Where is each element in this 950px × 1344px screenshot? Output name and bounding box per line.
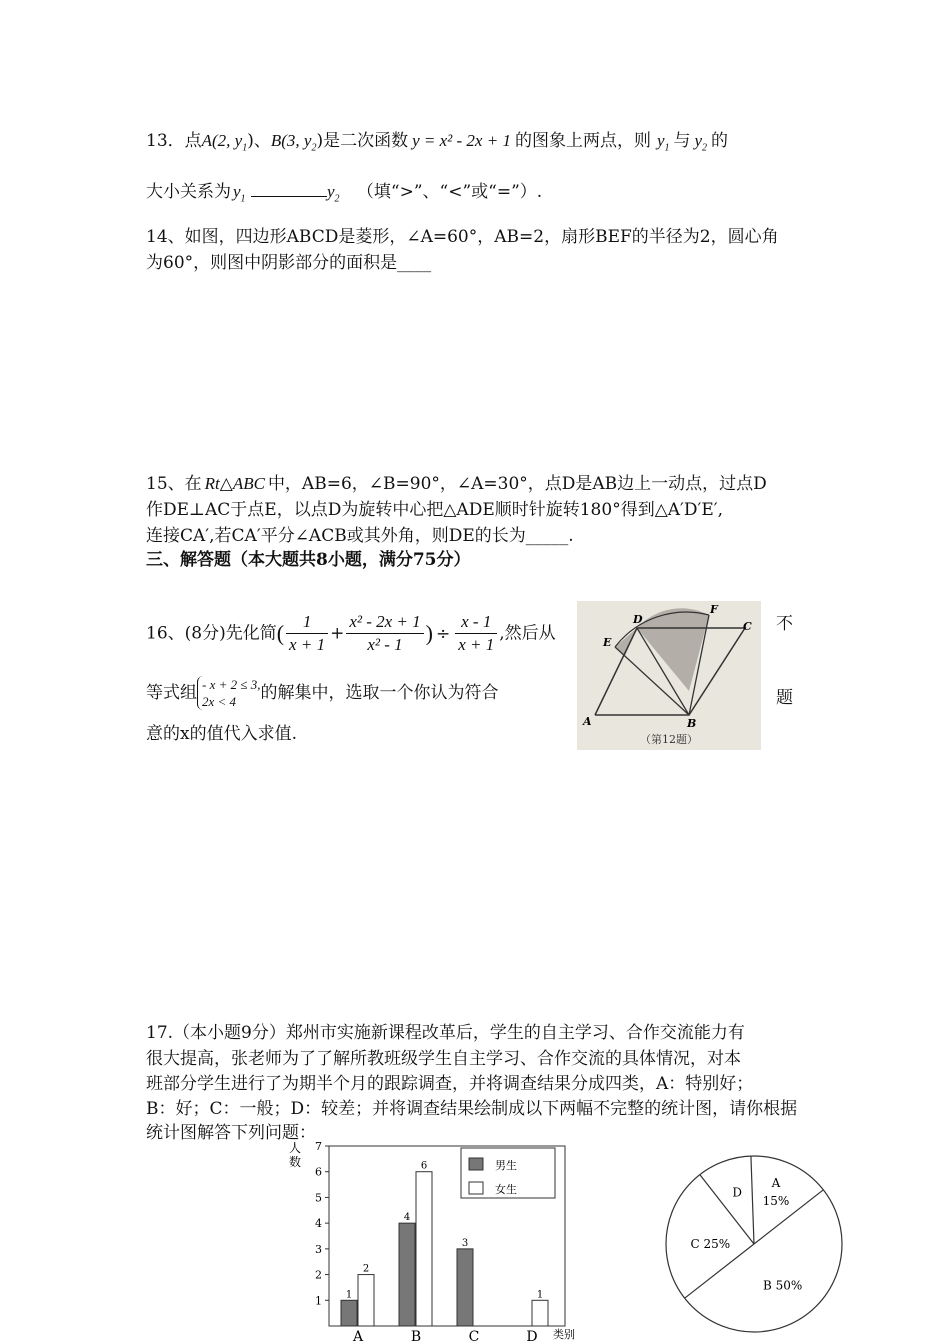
bar-data-label: 4 [403, 1212, 411, 1224]
y2-symbol-2: $y_2$ [326, 182, 340, 205]
label-b: B [687, 717, 697, 730]
y-tick-label: 2 [315, 1268, 322, 1282]
q16-ti: 题 [776, 688, 793, 708]
y-tick-label: 5 [315, 1191, 322, 1205]
y2-symbol: $y_2$ [694, 131, 708, 154]
x-tick-label: D [526, 1329, 538, 1344]
q17-line2: 很大提高，张老师为了了解所教班级学生自主学习、合作交流的具体情况，对本 [146, 1049, 741, 1069]
q17-line4: B：好；C：一般；D：较差；并将调查结果绘制成以下两幅不完整的统计图，请你根据 [146, 1099, 798, 1119]
q15-text-b: 中，AB=6，∠B=90°，∠A=30°，点D是AB边上一动点，过点D [267, 474, 767, 494]
inequality-system: - x + 2 ≤ 3, 2x < 4 [197, 676, 261, 710]
bar-data-label: 1 [345, 1289, 353, 1301]
label-c: C [743, 620, 752, 633]
bar-B-female [416, 1172, 432, 1326]
bar-data-label: 2 [362, 1263, 370, 1275]
q16-text-c: 的解集中，选取一个你认为符合 [260, 683, 499, 703]
x-tick-label: A [352, 1329, 364, 1344]
q13-line1 [146, 130, 728, 159]
bar-data-label: 3 [461, 1237, 469, 1249]
fraction-2: $\frac{\text{x² - 2x + 1}}{\text{x² - 1}}$ [346, 611, 423, 656]
figure-12 [577, 601, 761, 750]
fraction-1: $\frac{1}{x + 1}$ [286, 611, 328, 656]
q16-line1: 16、(8分)先化简( $\frac{1}{x + 1}$ + $\frac{\text{x² - 2x + 1}}{\text{x² - 1}}$ ) ÷ $\frac{x - 1}{x + 1}$ ,然后从 [146, 612, 556, 654]
y-tick-label: 1 [315, 1294, 322, 1308]
bar-A-female [358, 1275, 374, 1326]
q17-line1: 17.（本小题9分）郑州市实施新课程改革后，学生的自主学习、合作交流能力有 [146, 1023, 745, 1043]
q17-line3: 班部分学生进行了为期半个月的跟踪调查，并将调查结果分成四类，A：特别好； [146, 1074, 754, 1094]
q14-line1: 14、如图，四边形ABCD是菱形，∠A=60°，AB=2，扇形BEF的半径为2，圆心角 [146, 227, 779, 247]
bar-C-male [457, 1249, 473, 1326]
y-tick-label: 6 [315, 1165, 322, 1179]
q13-de: 的 [711, 131, 729, 151]
pie-label-c: C 25% [690, 1236, 731, 1251]
bar-D-female [532, 1300, 548, 1326]
pie-label-b: B 50% [762, 1278, 803, 1293]
y1-symbol: $y_1$ [656, 131, 670, 154]
section-heading: 三、解答题（本大题共8小题，满分75分） [146, 550, 471, 570]
bar-data-label: 6 [420, 1160, 428, 1172]
y-tick-label: 4 [315, 1217, 322, 1231]
pie-chart [664, 1142, 844, 1342]
y-axis-label-char: 数 [289, 1155, 302, 1169]
q15-line3: 连接CA′,若CA′平分∠ACB或其外角，则DE的长为_____. [146, 526, 574, 546]
q15-line2: 作DE⊥AC于点E，以点D为旋转中心把△ADE顺时针旋转180°得到△A′D′E′, [146, 500, 724, 520]
triangle-abc: Rt△ABC [204, 474, 265, 493]
q16-text-b: ,然后从 [499, 623, 556, 644]
y-axis-label-char: 人 [289, 1141, 302, 1155]
point-a: A(2, $y_1$ [201, 131, 248, 154]
bar-chart [285, 1138, 595, 1344]
figure-caption: （第12题） [640, 733, 698, 746]
q16-line2 [146, 676, 499, 710]
q16-bu: 不 [776, 614, 793, 634]
legend-label: 女生 [495, 1183, 517, 1196]
pie-label-a: A [771, 1175, 781, 1190]
q13-text: 13．点 [146, 131, 202, 151]
point-b: B(3, $y_2$ [270, 131, 317, 154]
q16-inequality-label: 等式组 [146, 683, 197, 703]
q13-relation-text: 大小关系为 [146, 182, 231, 202]
q13-text-b: )是二次函数 [316, 131, 409, 151]
q13-text-c: 的图象上两点，则 [514, 131, 651, 151]
x-axis-label: 类别 [553, 1328, 575, 1341]
pie-label-d: D [732, 1185, 743, 1200]
legend-swatch [469, 1158, 483, 1170]
q13-line2 [146, 180, 542, 210]
legend-label: 男生 [495, 1159, 517, 1172]
y-tick-label: 3 [315, 1242, 322, 1256]
q13-sep: )、 [247, 131, 271, 151]
q16-line3: 意的x的值代入求值. [146, 724, 297, 744]
q13-and: 与 [673, 131, 691, 151]
y-tick-label: 7 [315, 1140, 322, 1153]
y-axis-label [289, 1141, 301, 1169]
label-e: E [603, 636, 612, 649]
q13-hint: （填“>”、“<”或“=”）. [356, 182, 543, 202]
q14-line2: 为60°，则图中阴影部分的面积是____ [146, 253, 432, 273]
label-f: F [710, 603, 718, 616]
legend-swatch [469, 1182, 483, 1194]
x-tick-label: B [410, 1329, 422, 1344]
bar-data-label: 1 [536, 1289, 544, 1301]
label-d: D [633, 613, 643, 626]
quadratic-function: y = x² - 2x + 1 [412, 131, 511, 150]
fraction-3: $\frac{x - 1}{x + 1}$ [455, 611, 497, 656]
x-tick-label: C [468, 1329, 480, 1344]
q17-line5: 统计图解答下列问题： [146, 1123, 316, 1143]
bar-A-male [341, 1300, 357, 1326]
pie-value-a: 15% [762, 1193, 790, 1208]
answer-blank [251, 180, 327, 197]
q15-text-a: 15、在 [146, 474, 202, 494]
y1-symbol-2: $y_1$ [233, 182, 246, 205]
label-a: A [583, 715, 592, 728]
bar-B-male [399, 1223, 415, 1326]
q16-text: 16、(8分)先化简 [146, 623, 277, 644]
q15-line1 [146, 473, 767, 495]
